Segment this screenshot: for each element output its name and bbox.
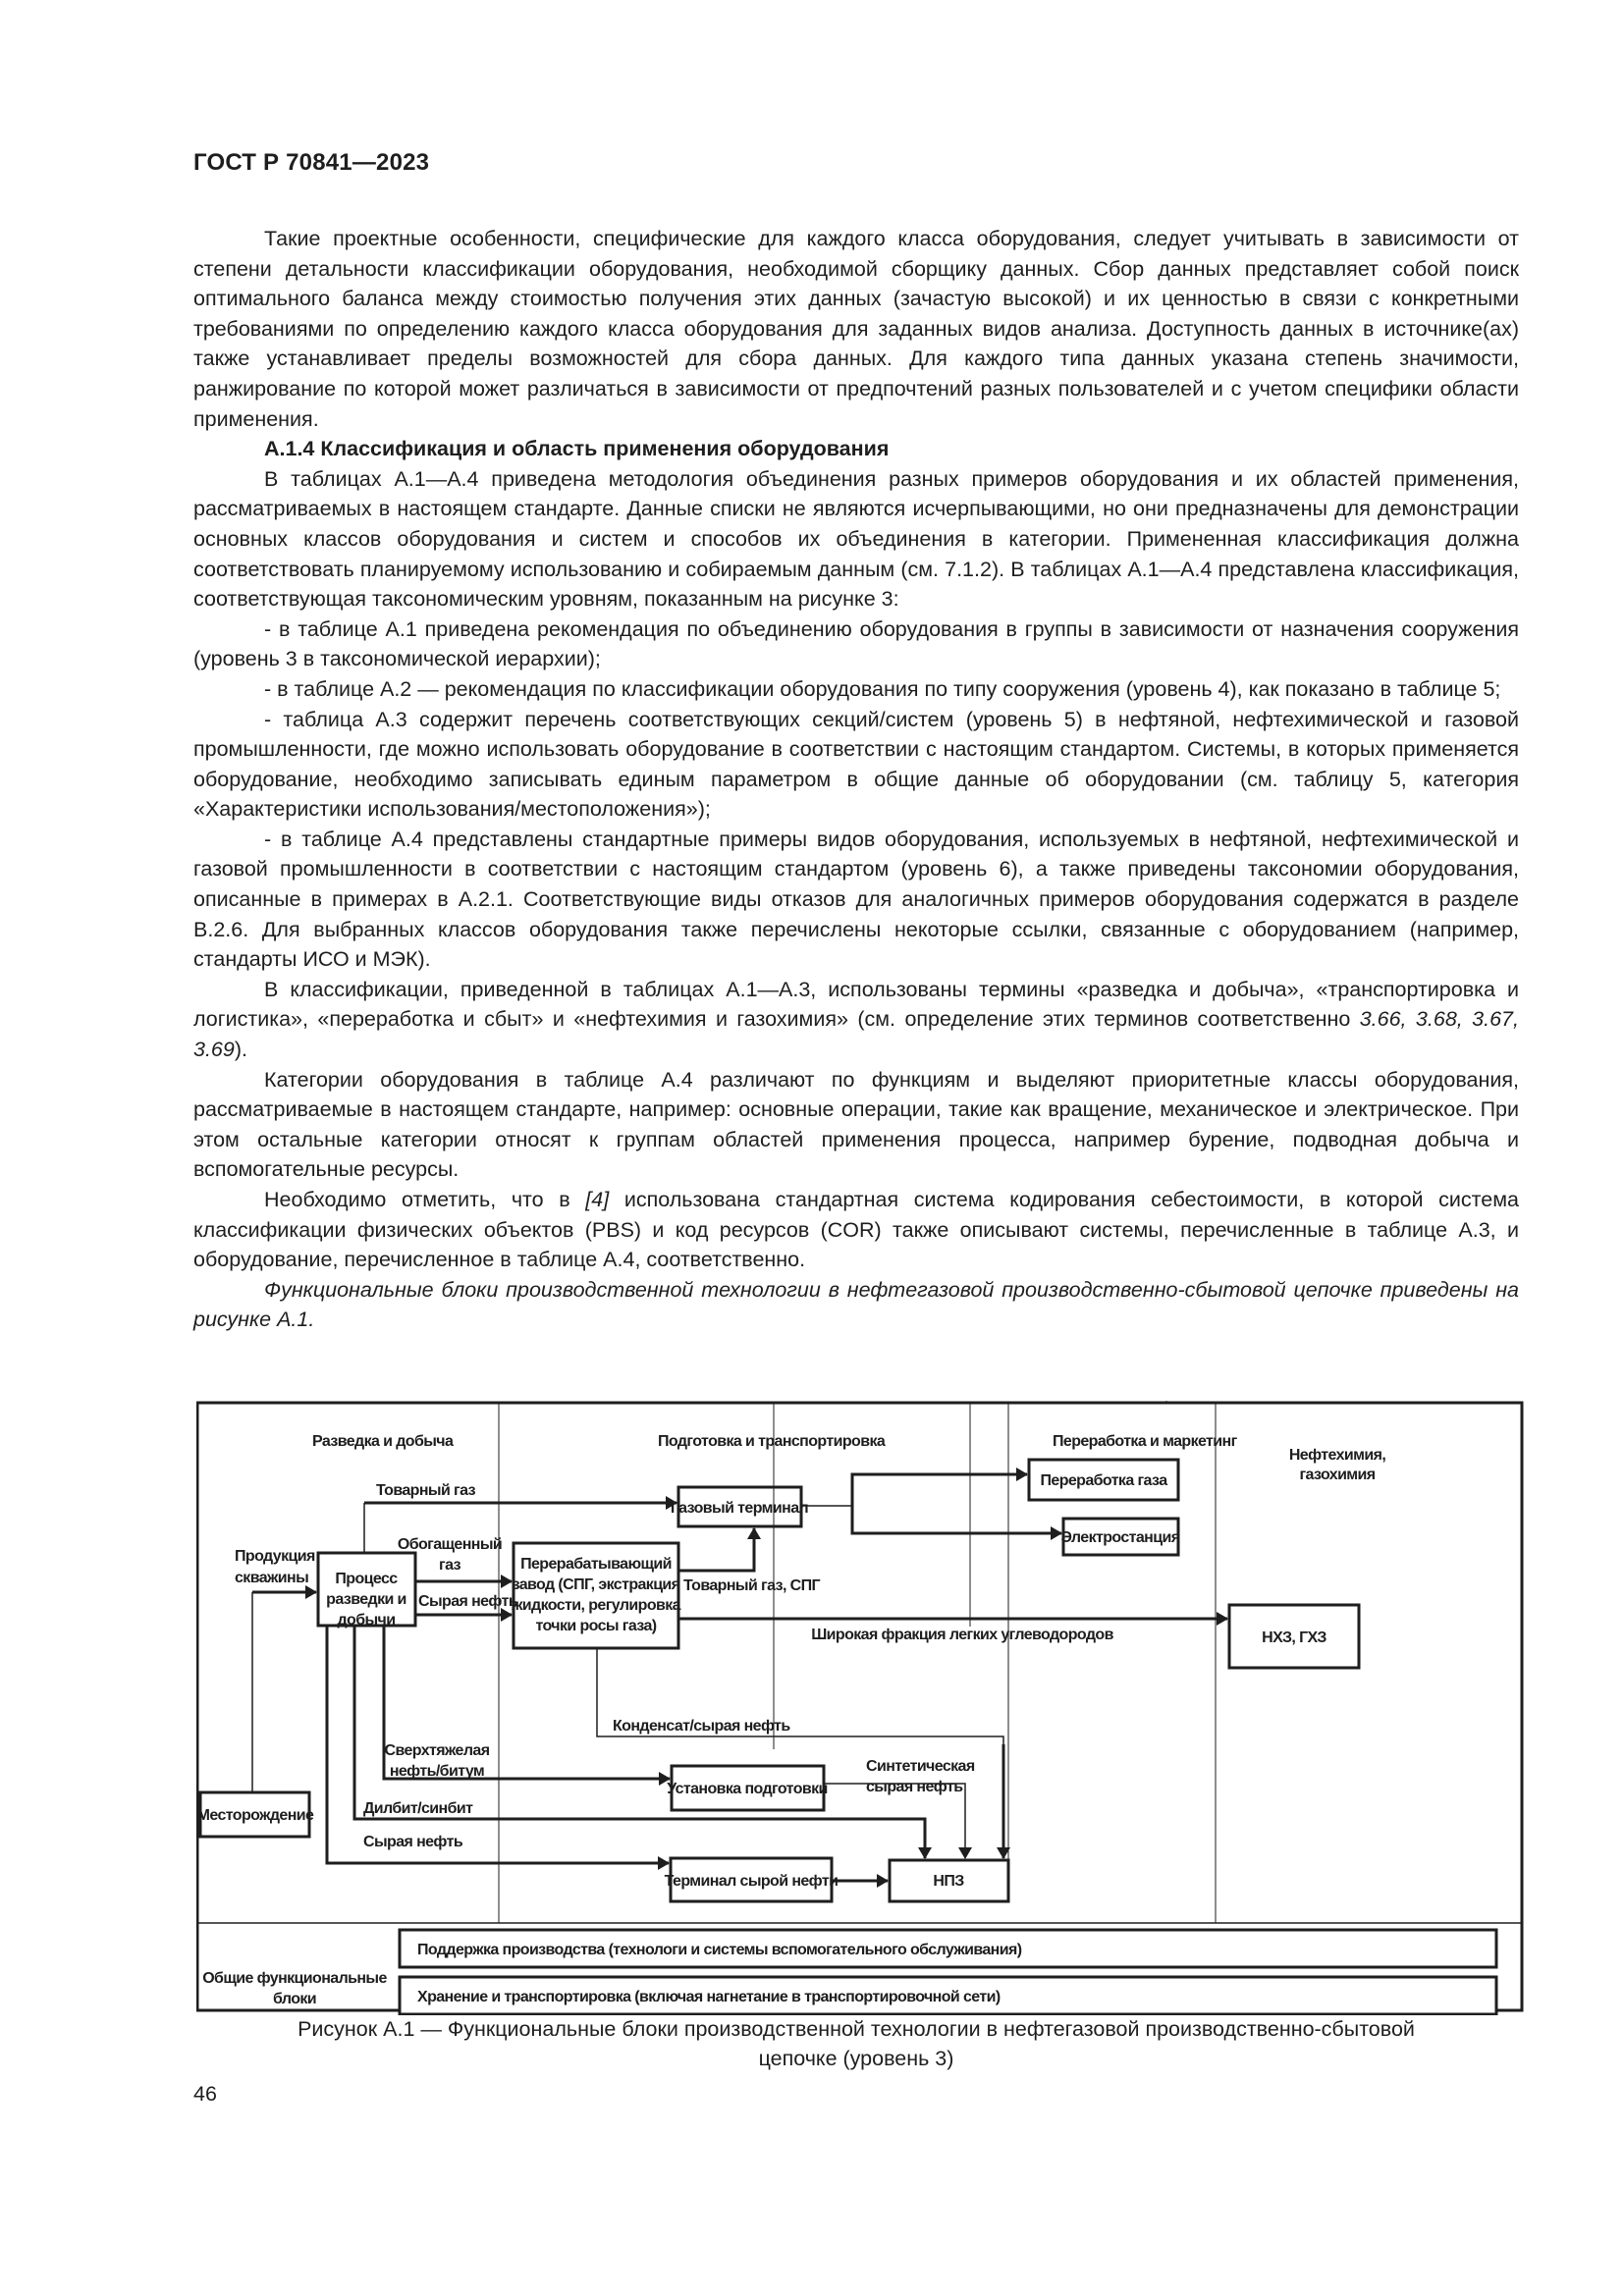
label-upgrader: Установка подготовки (667, 1781, 828, 1797)
flow-label-heavy-oil: Сверхтяжелая (384, 1742, 490, 1759)
flow-label-crude: Сырая нефть (418, 1593, 518, 1610)
column-header-petrochem: Нефтехимия, (1288, 1447, 1386, 1464)
label-storage: Хранение и транспортировка (включая нагнетание в транспортировочной сети) (417, 1989, 1001, 2005)
text-span: использована стандартная система кодирования себестоимости, в которой система классификации физических объектов (PBS) и код ресурсов (COR) также описывают системы, перечисленные в таблице А.3, и оборудование, перечисленное в таблице А.4, соответственно. (193, 1188, 1519, 1272)
figure-intro: Функциональные блоки производственной технологии в нефтегазовой производственно-сбытовой цепочке приведены на рисунке А.1. (193, 1277, 1519, 1332)
label-processing-plant-3: жидкости, регулировка (512, 1597, 680, 1614)
label-field: Месторождение (196, 1807, 314, 1824)
flow-label-sales-gas-lng: Товарный газ, СПГ (683, 1577, 820, 1594)
text-span: ). (234, 1038, 247, 1062)
caption-line: Рисунок А.1 — Функциональные блоки производственной технологии в нефтегазовой производственно-сбытовой (298, 2017, 1415, 2041)
label-processing-plant-4: точки росы газа) (535, 1618, 657, 1634)
label-process-2: разведки и (326, 1591, 406, 1608)
common-blocks-label: Общие функциональные (202, 1970, 387, 1987)
paragraph: В таблицах А.1—А.4 приведена методология объединения разных примеров оборудования и их областей применения, рассматриваемых в настоящем стандарте. Данные списки не являются исчерпывающими, но они предназначены для демонстрации основных классов оборудования и систем и способов их объединения в категории. Примененная классификация должна соответствовать планируемому использованию и собираемым данным (см. 7.1.2). В таблицах А.1—А.4 представлена классификация, соответствующая таксономическим уровням, показанным на рисунке 3: (193, 466, 1519, 612)
paragraph: Такие проектные особенности, специфические для каждого класса оборудования, следует учитывать в зависимости от степени детальности классификации оборудования, необходимой сборщику данных. Сбор данных представляет собой поиск оптимального баланса между стоимостью получения этих данных (зачастую высокой) и их ценностью в связи с конкретными требованиями по определению каждого класса оборудования для заданных видов анализа. Доступность данных в источнике(ах) также устанавливает пределы возможностей для сбора данных. Для каждого типа данных указана степень значимости, ранжирование по которой может различаться в зависимости от предпочтений разных пользователей и с учетом специфики области применения. (193, 227, 1519, 431)
label-gas-terminal: Газовый терминал (670, 1500, 809, 1517)
label-refinery: НПЗ (933, 1873, 964, 1890)
body-text (193, 224, 1519, 1335)
label-processing-plant: Перерабатывающий (520, 1556, 672, 1573)
label-support: Поддержка производства (технологи и системы вспомогательного обслуживания) (417, 1942, 1022, 1958)
flow-label-well: Продукция (235, 1548, 315, 1565)
list-item: - в таблице А.2 — рекомендация по классификации оборудования по типу сооружения (уровень 4), как показано в таблице 5; (264, 676, 1501, 701)
paragraph (193, 1185, 1519, 1275)
flow-label-rich-gas-2: газ (439, 1557, 460, 1574)
paragraph (193, 975, 1519, 1065)
common-blocks-label-2: блоки (272, 1991, 317, 2007)
term-references: 3.66, 3.68, 3.67, 3.69 (193, 1007, 1519, 1062)
document-id-header: ГОСТ Р 70841—2023 (193, 149, 430, 176)
bibliography-reference: [4] (585, 1188, 610, 1211)
column-header-petrochem-2: газохимия (1299, 1467, 1376, 1483)
column-header-refining: Переработка и маркетинг (1053, 1433, 1237, 1450)
flow-label-condensate: Конденсат/сырая нефть (613, 1718, 790, 1735)
flow-label-synthetic-crude-2: сырая нефть (866, 1779, 963, 1795)
list-item: - в таблице А.1 приведена рекомендация по объединению оборудования в группы в зависимости от назначения сооружения (уровень 3 в таксономической иерархии); (193, 616, 1519, 671)
flow-label-sales-gas: Товарный газ (376, 1482, 475, 1499)
flow-label-crude-2: Сырая нефть (363, 1834, 463, 1850)
column-header-transport: Подготовка и транспортировка (658, 1433, 886, 1450)
label-crude-terminal: Терминал сырой нефти (664, 1873, 839, 1890)
label-process-3: добычи (337, 1612, 396, 1629)
paragraph: Категории оборудования в таблице А.4 различают по функциям и выделяют приоритетные классы оборудования, рассматриваемые в настоящем стандарте, например: основные операции, такие как вращение, механическое и электрическое. При этом остальные категории относят к группам областей применения процесса, например бурение, подводная добыча и вспомогательные ресурсы. (193, 1067, 1519, 1182)
figure-a1-diagram (196, 1401, 1524, 2015)
label-process: Процесс (335, 1571, 398, 1587)
list-item: - в таблице А.4 представлены стандартные примеры видов оборудования, используемых в нефтяной, нефтехимической и газовой промышленности в соответствии с настоящим стандартом (уровень 6), а также приведены таксономии оборудования, описанные в примерах в А.2.1. Соответствующие виды отказов для аналогичных примеров оборудования содержатся в разделе В.2.6. Для выбранных классов оборудования также перечислены некоторые ссылки, связанные с оборудованием (например, стандарты ИСО и МЭК). (193, 827, 1519, 972)
figure-caption (193, 2014, 1519, 2073)
flow-label-well-2: скважины (235, 1570, 309, 1586)
label-nhz: НХЗ, ГХЗ (1262, 1629, 1326, 1646)
flow-label-rich-gas: Обогащенный (397, 1536, 503, 1553)
flow-label-heavy-oil-2: нефть/битум (389, 1763, 485, 1780)
label-gas-processing: Переработка газа (1040, 1472, 1167, 1489)
flow-label-ngl: Широкая фракция легких углеводородов (811, 1627, 1113, 1643)
section-heading: А.1.4 Классификация и область применения оборудования (264, 437, 890, 461)
text-span: Необходимо отметить, что в (264, 1188, 586, 1211)
label-processing-plant-2: завод (СПГ, экстракция (512, 1576, 680, 1593)
column-header-exploration: Разведка и добыча (312, 1433, 454, 1450)
page-number: 46 (193, 2082, 217, 2106)
caption-line: цепочке (уровень 3) (758, 2047, 954, 2070)
text-span: В классификации, приведенной в таблицах А.1—А.3, использованы термины «разведка и добыча», «транспортировка и логистика», «переработка и сбыт» и «нефтехимия и газохимия» (см. определение этих терминов соответственно (193, 977, 1519, 1032)
list-item: - таблица А.3 содержит перечень соответствующих секций/систем (уровень 5) в нефтяной, нефтехимической и газовой промышленности, где можно использовать оборудование в соответствии с настоящим стандартом. Системы, в которых применяется оборудование, необходимо записывать единым параметром в общие данные об оборудовании (см. таблицу 5, категория «Характеристики использования/местоположения»); (193, 707, 1519, 822)
flow-label-synthetic-crude: Синтетическая (866, 1758, 975, 1775)
label-power-plant: Электростанция (1060, 1529, 1180, 1546)
flow-label-dilbit: Дилбит/синбит (363, 1800, 473, 1817)
